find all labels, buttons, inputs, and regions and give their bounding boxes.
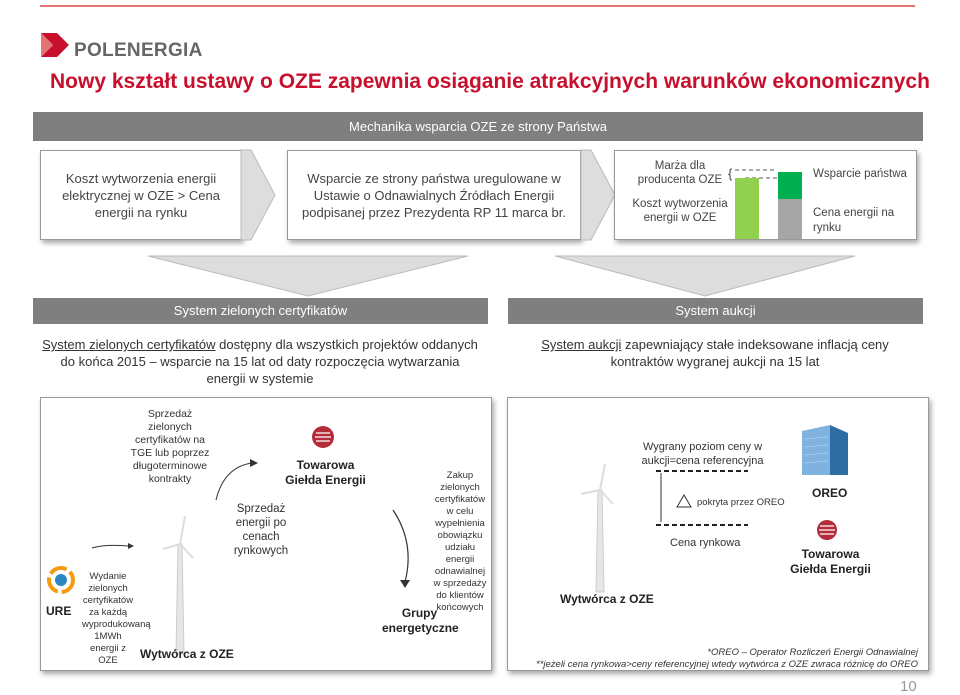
curved-arrow-icon	[90, 520, 140, 560]
sales-certs-label: Sprzedaż zielonych certyfikatów na TGE lub poprzez długoterminowe kontrakty	[130, 408, 210, 485]
auction-header: System aukcji	[508, 298, 923, 324]
margin-label: Marża dla producenta OZE	[637, 160, 723, 186]
auction-diagram	[507, 397, 929, 671]
wind-turbine-icon	[155, 514, 205, 654]
purchase-label: Zakup zielonych certyfikatów w celu wypełnienia obowiązku udziału energii odnawialnej w sprzedaży do klientów końcowych	[433, 470, 487, 613]
brace-icon: {	[728, 166, 733, 181]
covered-label: pokryta przez OREO	[697, 497, 785, 508]
footnote-market-price: **jeżeli cena rynkowa>ceny referencyjnej wtedy wytwórca z OZE zwraca różnicę do OREO	[536, 659, 918, 670]
cost-label: Koszt wytworzenia energii w OZE	[632, 198, 728, 224]
page-number: 10	[900, 678, 917, 695]
footnote-oreo: *OREO – Operator Rozliczeń Energii Odnawialnej	[707, 647, 918, 658]
producer-left-label: Wytwórca z OZE	[140, 647, 234, 661]
logo-mark-icon	[41, 31, 71, 59]
support-mechanism-box	[614, 150, 917, 240]
down-arrow-right-icon	[555, 256, 855, 296]
support-bar	[778, 172, 802, 199]
exchange-right-label: Towarowa Giełda Energii	[790, 547, 871, 576]
cost-vs-price-text: Koszt wytworzenia energii elektrycznej w OZE > Cena energii na rynku	[62, 171, 220, 220]
building-icon	[800, 423, 850, 475]
mechanics-banner: Mechanika wsparcia OZE ze strony Państwa	[33, 112, 923, 141]
groups-label: Grupy energetyczne	[382, 606, 459, 635]
auction-desc	[540, 336, 890, 370]
ure-logo-icon	[47, 566, 75, 594]
down-arrow-left-icon	[148, 256, 468, 296]
chevron-right-icon	[241, 150, 275, 240]
green-certificates-link[interactable]: System zielonych certyfikatów	[42, 337, 216, 352]
support-label: Wsparcie państwa	[813, 168, 907, 180]
green-certificates-header: System zielonych certyfikatów	[33, 298, 488, 324]
winning-price-label: Wygrany poziom ceny w aukcji=cena referencyjna	[641, 441, 764, 467]
state-support-box	[287, 150, 581, 240]
green-certificates-desc	[40, 336, 480, 387]
issue-certs-label: Wydanie zielonych certyfikatów za każdą wyprodukowaną 1MWh energii z OZE	[82, 571, 151, 666]
exchange-logo-icon	[310, 424, 336, 450]
sales-energy-label: Sprzedaż energii po cenach rynkowych	[233, 503, 289, 557]
green-certificates-desc-rest: dostępny dla wszystkich projektów oddanych do końca 2015 – wsparcie na 15 lat od daty rozpoczęcia wytwarzania energii w systemie	[60, 337, 478, 386]
auction-link[interactable]: System aukcji	[541, 337, 622, 352]
producer-right-label: Wytwórca z OZE	[560, 592, 654, 606]
auction-desc-rest: zapewniający stałe indeksowane inflacją ceny kontraktów wygranej aukcji na 15 lat	[610, 337, 889, 369]
curved-arrow-icon	[212, 455, 262, 505]
state-support-text: Wsparcie ze strony państwa uregulowane w Ustawie o Odnawialnych Źródłach Energii podpisanej przez Prezydenta RP 11 marca br.	[302, 171, 566, 220]
oreo-label: OREO	[812, 486, 848, 500]
cost-vs-price-box	[40, 150, 242, 240]
exchange-left-label: Towarowa Giełda Energii	[285, 458, 366, 487]
chevron-right-icon	[581, 150, 615, 240]
exchange-logo-icon	[815, 518, 839, 542]
price-bar	[778, 199, 802, 239]
price-label: Cena energii na rynku	[813, 207, 895, 234]
market-price-label: Cena rynkowa	[670, 537, 741, 549]
page-title: Nowy kształt ustawy o OZE zapewnia osiąganie atrakcyjnych warunków ekonomicznych	[50, 70, 930, 93]
curved-down-arrow-icon	[390, 508, 420, 590]
brand-name: POLENERGIA	[74, 40, 203, 61]
warning-triangle-icon	[676, 494, 692, 508]
cost-bar	[735, 178, 759, 239]
ure-label: URE	[46, 604, 72, 618]
wind-turbine-icon	[575, 462, 625, 592]
top-accent-line	[40, 5, 915, 7]
